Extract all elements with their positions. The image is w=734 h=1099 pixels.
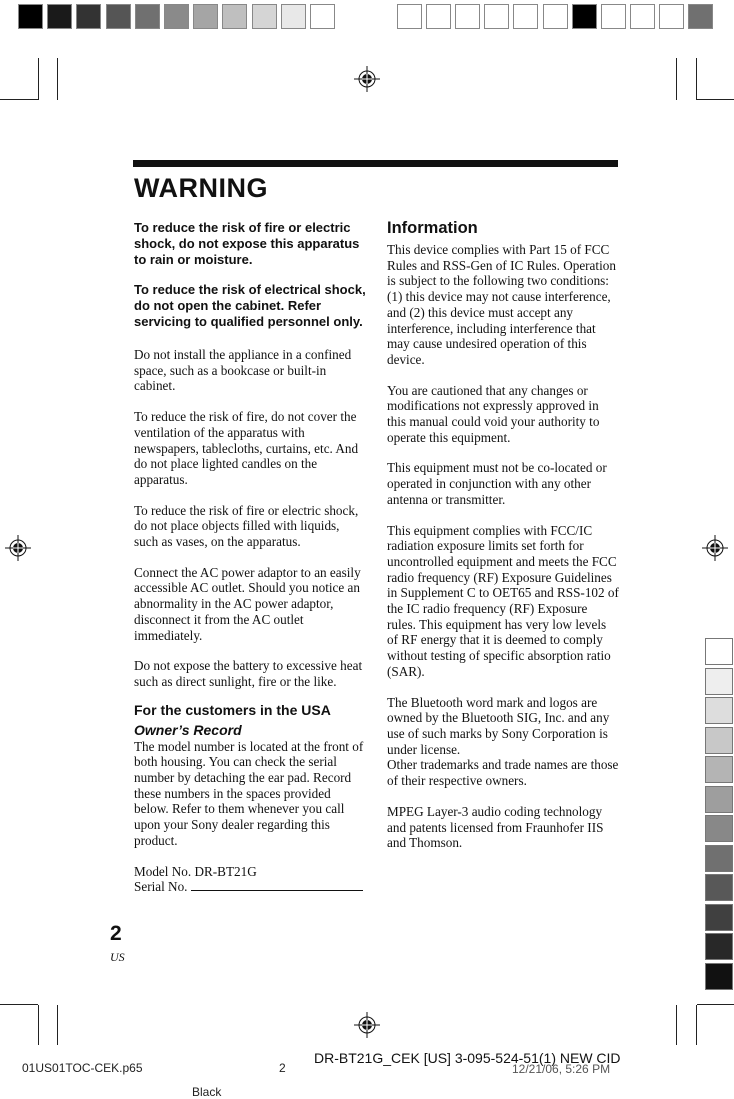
color-swatch <box>164 4 189 29</box>
crop-mark <box>57 1005 58 1045</box>
crop-mark <box>696 58 697 100</box>
color-swatch <box>543 4 568 29</box>
side-tab <box>705 668 733 695</box>
color-swatch <box>601 4 626 29</box>
color-swatch <box>426 4 451 29</box>
crop-mark <box>697 1004 734 1005</box>
paragraph: This equipment complies with FCC/IC radiation exposure limits set forth for uncontrolled equipment and meets the FCC radio frequency (RF) Exposure Guidelines in Supplement C to OET65 and RSS-102 of the IC radio frequency (RF) Exposure rules. This equipment has very low levels of RF energy that it is deemed to comply without testing of specific absorption ratio (SAR). <box>387 522 619 679</box>
side-tab <box>705 963 733 990</box>
information-heading: Information <box>387 219 478 237</box>
color-swatch <box>135 4 160 29</box>
side-tab <box>705 638 733 665</box>
page-title: WARNING <box>134 173 268 203</box>
side-tab <box>705 727 733 754</box>
paragraph: Connect the AC power adaptor to an easily accessible AC outlet. Should you notice an abnormality in the AC power adaptor, disconnect it from the AC outlet immediately. <box>134 564 361 643</box>
footer-file-name: 01US01TOC-CEK.p65 <box>22 1061 143 1075</box>
side-tab <box>705 904 733 931</box>
serial-number-label: Serial No. <box>134 879 188 895</box>
color-swatch <box>106 4 131 29</box>
side-tab <box>705 845 733 872</box>
side-tab <box>705 933 733 960</box>
warning-moisture: To reduce the risk of fire or electric shock, do not expose this apparatus to rain or moisture. <box>134 220 360 267</box>
crop-mark <box>676 1005 677 1045</box>
color-swatch <box>193 4 218 29</box>
paragraph: Do not expose the battery to excessive heat such as direct sunlight, fire or the like. <box>134 658 363 689</box>
owners-record-text: The model number is located at the front of both housing. You can check the serial number by detaching the ear pad. Record these numbers in the spaces provided below. Refer to them whenever you call upon your Sony dealer regarding this product. <box>134 738 364 848</box>
paragraph: This equipment must not be co-located or operated in conjunction with any other antenna or transmitter. <box>387 460 607 507</box>
model-number: Model No. DR-BT21G <box>134 863 257 879</box>
paragraph: To reduce the risk of fire or electric shock, do not place objects filled with liquids, such as vases, on the apparatus. <box>134 502 359 550</box>
page-number: 2 <box>110 922 122 945</box>
paragraph: The Bluetooth word mark and logos are owned by the Bluetooth SIG, Inc. and any use of such marks by Sony Corporation is under license. Other trademarks and trade names are those of their respective owners. <box>387 694 619 789</box>
usa-customers-heading: For the customers in the USA <box>134 701 331 718</box>
crop-mark <box>38 1005 39 1045</box>
paragraph: MPEG Layer-3 audio coding technology and patents licensed from Fraunhofer IIS and Thomson. <box>387 803 604 851</box>
color-swatch <box>76 4 101 29</box>
warning-cabinet: To reduce the risk of electrical shock, do not open the cabinet. Refer servicing to qualified personnel only. <box>134 282 366 329</box>
registration-mark-icon <box>354 66 380 92</box>
serial-number-line <box>134 879 366 895</box>
footer-page: 2 <box>279 1061 286 1075</box>
crop-mark <box>697 99 734 100</box>
owners-record-heading: Owner’s Record <box>134 721 242 738</box>
color-swatch <box>252 4 277 29</box>
side-tab <box>705 697 733 724</box>
page-region: US <box>110 950 125 964</box>
registration-mark-icon <box>5 535 31 561</box>
paragraph: To reduce the risk of fire, do not cover the ventilation of the apparatus with newspapers, tablecloths, curtains, etc. And do not place lighted candles on the apparatus. <box>134 409 359 487</box>
color-swatch <box>688 4 713 29</box>
color-swatch <box>659 4 684 29</box>
crop-mark <box>0 1004 38 1005</box>
side-tab <box>705 874 733 901</box>
color-swatch <box>310 4 335 29</box>
color-swatch <box>222 4 247 29</box>
left-column <box>134 220 366 895</box>
side-tab <box>705 786 733 813</box>
color-swatch <box>630 4 655 29</box>
color-swatch <box>281 4 306 29</box>
serial-number-blank <box>191 890 363 891</box>
crop-mark <box>676 58 677 100</box>
color-swatch <box>513 4 538 29</box>
crop-mark <box>38 58 39 100</box>
side-tab <box>705 815 733 842</box>
title-rule <box>133 160 618 167</box>
side-tab <box>705 756 733 783</box>
crop-mark <box>57 58 58 100</box>
registration-mark-icon <box>702 535 728 561</box>
footer-timestamp: 12/21/06, 5:26 PM <box>512 1062 611 1076</box>
paragraph: Do not install the appliance in a confined space, such as a bookcase or built-in cabinet. <box>134 347 352 394</box>
crop-mark <box>696 1005 697 1045</box>
color-swatch <box>397 4 422 29</box>
right-column <box>387 219 619 866</box>
color-swatch <box>572 4 597 29</box>
color-swatch <box>18 4 43 29</box>
footer-plate-color: Black <box>192 1085 222 1099</box>
color-swatch <box>47 4 72 29</box>
registration-mark-icon <box>354 1012 380 1038</box>
paragraph: You are cautioned that any changes or modifications not expressly approved in this manual could void your authority to operate this equipment. <box>387 382 600 445</box>
paragraph: This device complies with Part 15 of FCC Rules and RSS-Gen of IC Rules. Operation is subject to the following two conditions: (1) this device may not cause interference, and (2) this device must accept any interference, including interference that may cause undesired operation of this device. <box>387 242 616 367</box>
crop-mark <box>0 99 38 100</box>
color-swatch <box>484 4 509 29</box>
footer-document-id: DR-BT21G_CEK [US] 3-095-524-51(1) NEW CID <box>314 1050 621 1066</box>
color-swatch <box>455 4 480 29</box>
